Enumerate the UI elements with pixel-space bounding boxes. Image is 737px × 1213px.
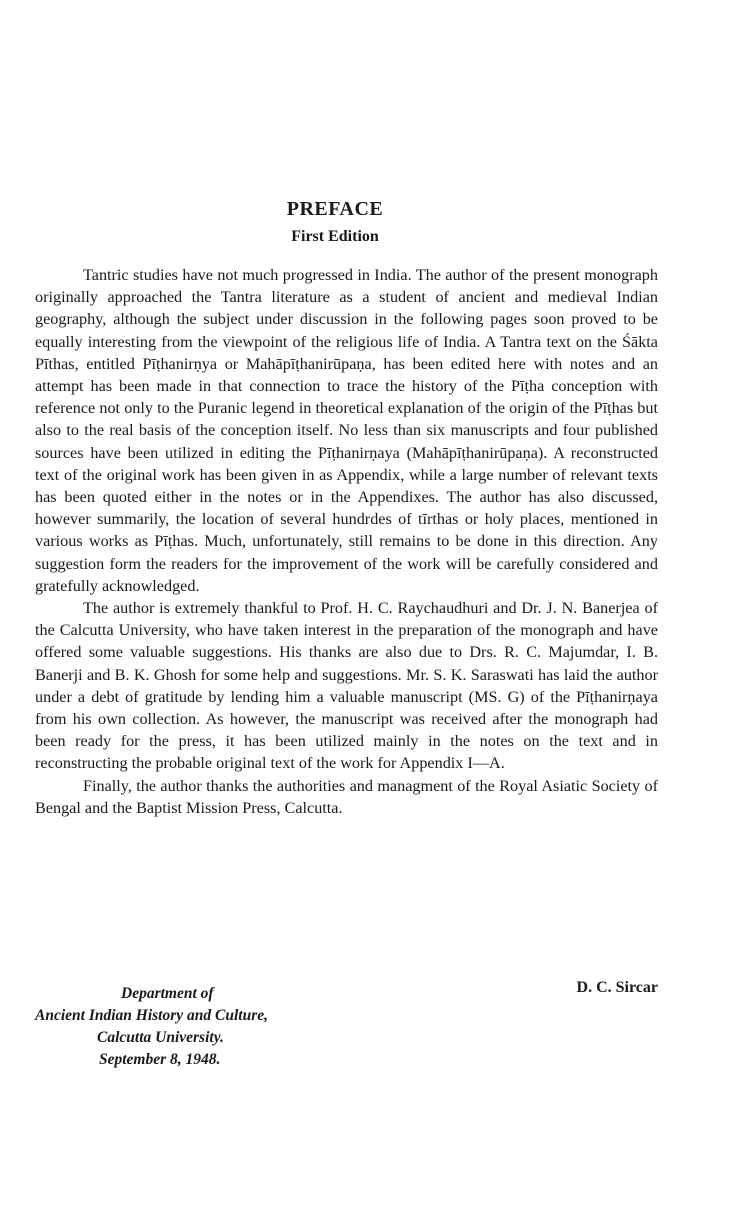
paragraph-acknowledgements: The author is extremely thankful to Prof. H. C. Raychaudhuri and Dr. J. N. Banerjea of the Calcutta University, who have taken interest in the preparation of the monograph and have offered some valuable suggestions. His thanks are also due to Drs. R. C. Majumdar, I. B. Banerji and B. K. Ghosh for some help and suggestions. Mr. S. K. Saraswati has laid the author under a debt of gratitude by lending him a valuable manuscript (MS. G) of the Pīṭhanirṇaya from his own collection. As however, the manuscript was received after the monograph had been ready for the press, it has been utilized mainly in the notes on the text and in reconstructing the probable original text of the work for Appendix I—A. xyxy=(35,599,658,773)
page-title: PREFACE xyxy=(286,198,384,220)
page-subtitle: First Edition xyxy=(291,228,379,245)
department-line: Ancient Indian History and Culture, xyxy=(35,1007,268,1024)
author-name: D. C. Sircar xyxy=(576,979,658,996)
university-line: Calcutta University. xyxy=(97,1029,224,1046)
department-address xyxy=(35,983,268,1071)
preface-body xyxy=(35,264,658,819)
department-line: Department of xyxy=(121,985,214,1002)
date-line: September 8, 1948. xyxy=(99,1051,221,1068)
paragraph-closing: Finally, the author thanks the authorities and managment of the Royal Asiatic Society of Bengal and the Baptist Mission Press, Calcutta. xyxy=(35,776,658,817)
signature-block xyxy=(35,979,658,1083)
paragraph-intro: Tantric studies have not much progressed in India. The author of the present monograph originally approached the Tantra literature as a student of ancient and medieval Indian geography, although the subject under discussion in the following pages soon proved to be equally interesting from the viewpoint of the religious life of India. A Tantra text on the Śākta Pīthas, entitled Pīṭhanirṇya or Mahāpīṭhanirūpaṇa, has been edited here with notes and an attempt has been made in that connection to trace the history of the Pīṭha conception with reference not only to the Puranic legend in theoretical explanation of the origin of the Pīṭhas but also to the real basis of the conception itself. No less than six manuscripts and four published sources have been utilized in editing the Pīṭhanirṇaya (Mahāpīṭhanirūpaṇa). A reconstructed text of the original work has been given in as Appendix, while a large number of relevant texts has been quoted either in the notes or in the Appendixes. The author has also discussed, however summarily, the location of several hundrdes of tīrthas or holy places, mentioned in various works as Pīṭhas. Much, unfortunately, still remains to be done in this direction. Any suggestion form the readers for the improvement of the work will be carefully considered and gratefully acknowledged. xyxy=(35,266,658,595)
